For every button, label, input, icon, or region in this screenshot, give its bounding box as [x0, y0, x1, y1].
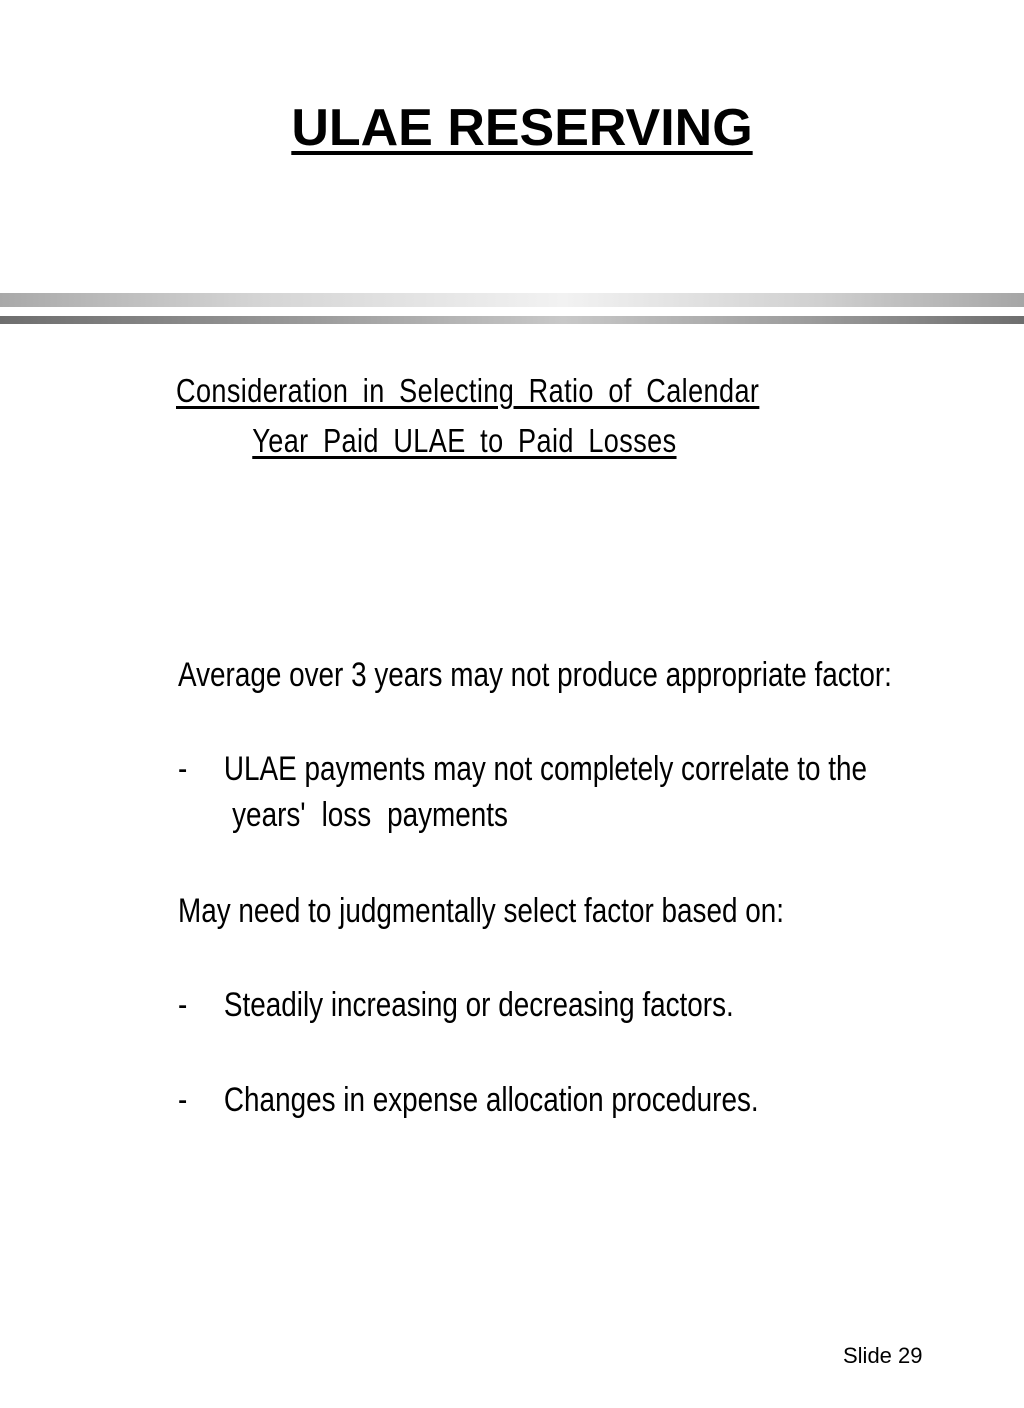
slide-title-text: ULAE RESERVING [291, 99, 753, 157]
subtitle-line-1: Consideration in Selecting Ratio of Calendar [176, 372, 760, 409]
bullet-marker: - [178, 1081, 188, 1119]
paragraph-average-over-years: Average over 3 years may not produce appropriate factor: [178, 656, 892, 694]
bullet-expense-allocation [178, 1077, 949, 1123]
bullet-text: Steadily increasing or decreasing factors. [223, 986, 734, 1024]
slide-title [0, 96, 1024, 160]
bullet-ulae-payments [178, 746, 949, 838]
divider-light-bar [0, 293, 1024, 307]
subtitle [176, 366, 760, 466]
paragraph-judgmental-selection: May need to judgmentally select factor based on: [178, 892, 784, 930]
bullet-steadily-increasing [178, 982, 949, 1028]
bullet-text: Changes in expense allocation procedures. [223, 1081, 759, 1119]
divider-dark-bar [0, 316, 1024, 324]
bullet-marker: - [178, 750, 188, 788]
bullet-text: ULAE payments may not completely correlate to the [223, 750, 868, 788]
bullet-continuation: years' loss payments [232, 796, 508, 834]
subtitle-line-2: Year Paid ULAE to Paid Losses [252, 422, 677, 459]
bullet-marker: - [178, 986, 188, 1024]
slide-number: Slide 29 [843, 1343, 923, 1368]
